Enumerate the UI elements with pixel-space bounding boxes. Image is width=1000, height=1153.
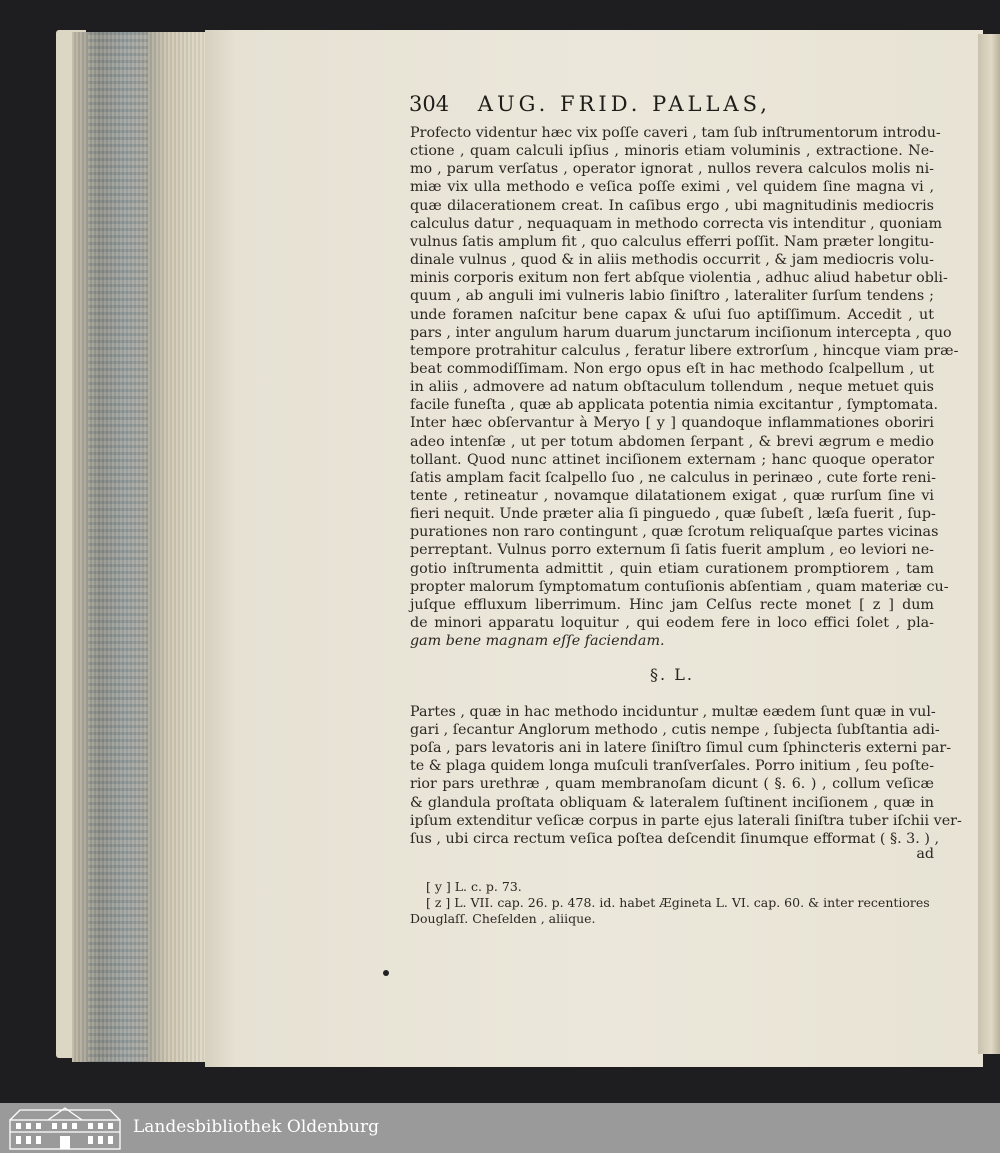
text-line: beat commodiſſimam. Non ergo opus eſt in hac methodo ſcalpellum , ut bbox=[410, 360, 934, 377]
text-line: rior pars urethræ , quam membranoſam dicunt ( §. 6. ) , collum veſicæ bbox=[410, 776, 934, 793]
text-line: Profecto videntur hæc vix poſſe caveri , tam ſub inſtrumentorum introdu- bbox=[410, 125, 941, 141]
text-line: purationes non raro contingunt , quæ ſcrotum reliquaſque partes vicinas bbox=[410, 524, 939, 541]
text-line: pars , inter angulum harum duarum junctarum inciſionum intercepta , quo bbox=[410, 324, 952, 341]
text-line: ſus , ubi circa rectum veſica poſtea deſcendit ſinumque efformat ( §. 3. ) , bbox=[410, 830, 940, 847]
text-line: unde foramen naſcitur bene capax & uſui ſuo aptiſſimum. Accedit , ut bbox=[410, 306, 934, 323]
library-building-icon bbox=[8, 1106, 122, 1150]
text-line: ſatis amplam facit ſcalpello ſuo , ne calculus in perinæo , cute forte reni- bbox=[410, 469, 936, 486]
section-heading: §. L. bbox=[650, 665, 694, 684]
text-line: Inter hæc obſervantur à Meryo [ y ] quandoque inflammationes oboriri bbox=[410, 415, 934, 432]
catchword: ad bbox=[916, 846, 934, 862]
text-line: minis corporis exitum non fert abſque violentia , adhuc aliud habetur obli- bbox=[410, 270, 948, 287]
text-line: dinale vulnus , quod & in aliis methodis occurrit , & jam mediocris volu- bbox=[410, 252, 934, 269]
page-number: 304 bbox=[409, 92, 450, 116]
text-line: facile funeſta , quæ ab applicata potentia nimia excitantur , ſymptomata. bbox=[410, 397, 939, 414]
running-title: AUG. FRID. PALLAS, bbox=[477, 92, 771, 116]
text-line: gam bene magnam eſſe faciendam. bbox=[410, 633, 665, 650]
footnote-line: [ z ] L. VII. cap. 26. p. 478. id. habet Ægineta L. VI. cap. 60. & inter recentiores bbox=[426, 895, 930, 910]
text-line: quum , ab anguli imi vulneris labio ſiniſtro , lateraliter ſurſum tendens ; bbox=[410, 288, 934, 305]
text-line: & glandula proſtata obliquam & lateralem ſuſtinent inciſionem , quæ in bbox=[410, 794, 934, 811]
page-block-edges bbox=[72, 32, 210, 1062]
text-line: tempore protrahitur calculus , feratur libere extrorſum , hincque viam præ- bbox=[410, 342, 959, 359]
text-line: ctione , quam calculi ipſius , minoris etiam voluminis , extractione. Ne- bbox=[410, 143, 934, 160]
text-line: calculus datur , nequaquam in methodo correcta vis intenditur , quoniam bbox=[410, 215, 943, 232]
text-line: mo , parum verſatus , operator ignorat , nullos revera calculos molis ni- bbox=[410, 161, 934, 178]
text-line: ipſum extenditur veſicæ corpus in parte ejus laterali ſiniſtra tuber iſchii ver- bbox=[410, 812, 962, 829]
text-line: quæ dilacerationem creat. In caſibus ergo , ubi magnitudinis mediocris bbox=[410, 197, 934, 214]
text-line: gari , ſecantur Anglorum methodo , cutis nempe , ſubjecta ſubſtantia adi- bbox=[410, 722, 940, 739]
text-line: Partes , quæ in hac methodo inciduntur , multæ eædem ſunt quæ in vul- bbox=[410, 704, 936, 720]
text-line: miæ vix ulla methodo e veſica poſſe eximi , vel quidem ſine magna vi , bbox=[410, 179, 934, 196]
ink-dot bbox=[383, 970, 389, 976]
text-line: tollant. Quod nunc attinet inciſionem externam ; hanc quoque operator bbox=[410, 451, 934, 468]
text-line: juſque effluxum liberrimum. Hinc jam Celſus recte monet [ z ] dum bbox=[410, 596, 934, 613]
text-line: perreptant. Vulnus porro externum ſi ſatis fuerit amplum , eo leviori ne- bbox=[410, 542, 934, 559]
text-line: in aliis , admovere ad natum obſtaculum tollendum , neque metuet quis bbox=[410, 379, 934, 396]
footnote-line: Douglaſſ. Cheſelden , aliique. bbox=[410, 911, 596, 926]
text-line: te & plaga quidem longa muſculi tranſverſales. Porro initium , ſeu poſte- bbox=[410, 758, 935, 775]
text-line: adeo intenſæ , ut per totum abdomen ſerpant , & brevi ægrum e medio bbox=[410, 433, 934, 450]
library-name: Landesbibliothek Oldenburg bbox=[133, 1117, 380, 1137]
text-line: tente , retineatur , novamque dilatationem exigat , quæ rurſum ſine vi bbox=[410, 488, 934, 504]
text-line: propter malorum ſymptomatum contuſionis abſentiam , quam materiæ cu- bbox=[410, 578, 949, 595]
text-line: poſa , pars levatoris ani in latere ſiniſtro ſimul cum ſphincteris externi par- bbox=[410, 740, 952, 757]
footnote-line: [ y ] L. c. p. 73. bbox=[426, 879, 522, 894]
footer-bar bbox=[0, 1103, 1000, 1153]
text-line: de minori apparatu loquitur , qui eodem fere in loco effici ſolet , pla- bbox=[410, 615, 934, 632]
text-line: fieri nequit. Unde præter alia ſi pinguedo , quæ ſubeſt , læſa fuerit , ſup- bbox=[410, 506, 936, 523]
text-line: gotio inſtrumenta admittit , quin etiam curationem promptiorem , tam bbox=[410, 560, 934, 577]
running-head bbox=[409, 92, 829, 116]
facing-page-edge bbox=[978, 34, 1000, 1054]
text-line: vulnus ſatis amplum fit , quo calculus efferri poſſit. Nam præter longitu- bbox=[410, 233, 934, 250]
